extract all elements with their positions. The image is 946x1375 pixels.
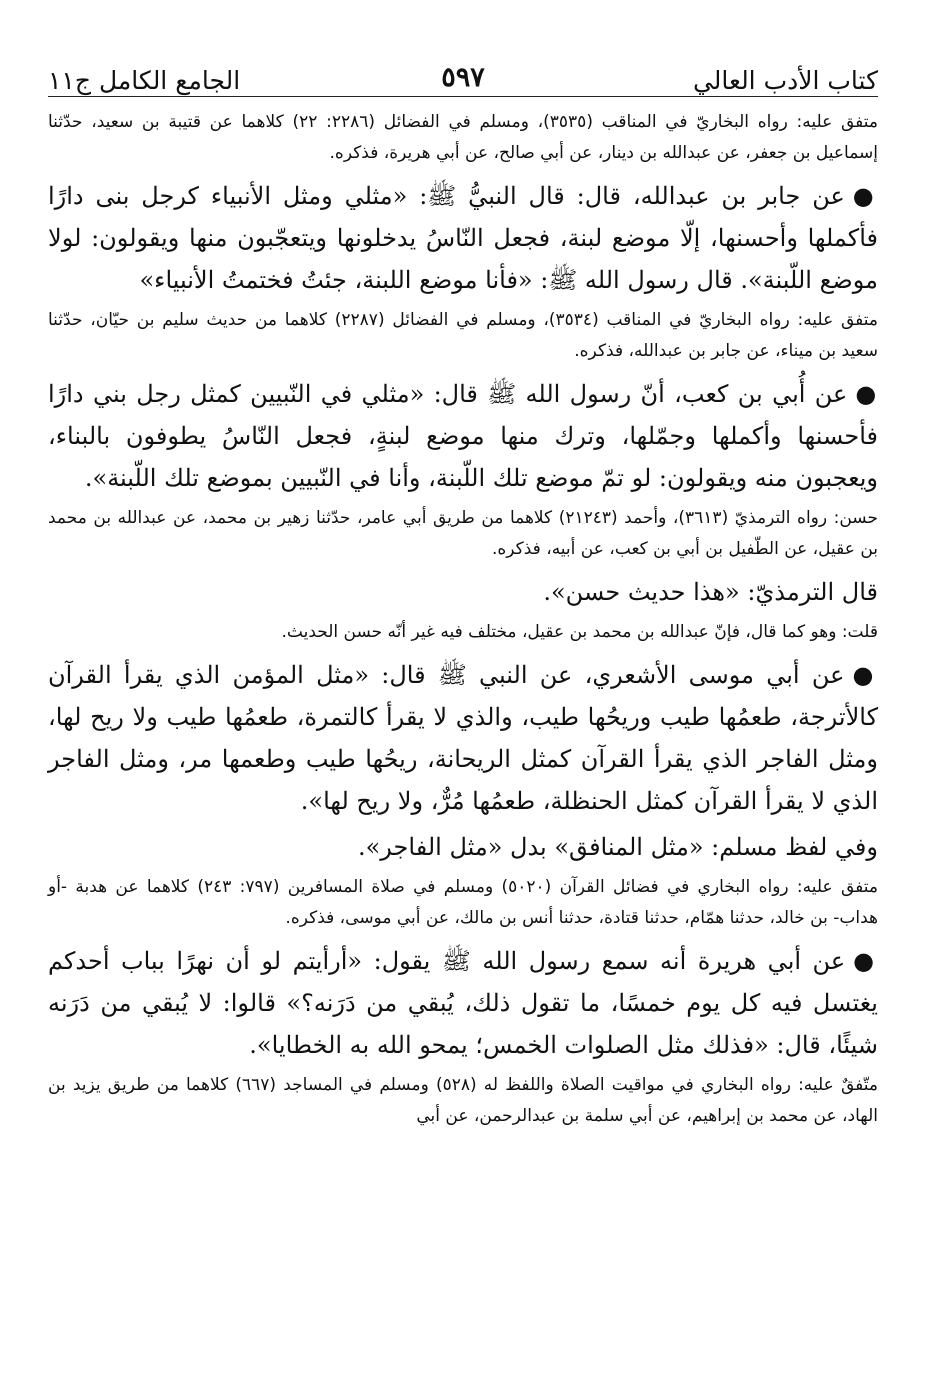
takhrij-note [48, 305, 878, 367]
commentary-paragraph [48, 826, 878, 868]
page-body [48, 107, 878, 1132]
takhrij-note [48, 107, 878, 169]
paragraph-text: متفق عليه: رواه البخاريّ في المناقب (٣٥٣٤)، ومسلم في الفضائل (٢٢٨٧) كلاهما من حديث سليم بن حيّان، حدّثنا سعيد بن ميناء، عن جابر بن عبدالله، فذكره. [48, 310, 878, 361]
bullet-icon: ● [855, 379, 878, 408]
book-page [48, 52, 878, 1138]
paragraph-text: عن أُبي بن كعب، أنّ رسول الله ﷺ قال: «مثلي في النّبيين كمثل رجل بني دارًا فأحسنها وأكملها وجمّلها، وترك منها موضع لبنةٍ، فجعل النّاسُ يطوفون بالبناء، ويعجبون منه ويقولون: لو تمّ موضع تلك اللّبنة، وأنا في النّبيين بموضع تلك اللّبنة». [48, 380, 878, 492]
bullet-icon: ● [852, 181, 878, 210]
paragraph-text: متفق عليه: رواه البخاريّ في المناقب (٣٥٣٥)، ومسلم في الفضائل (٢٢٨٦: ٢٢) كلاهما عن قتيبة بن سعيد، حدّثنا إسماعيل بن جعفر، عن عبدالله بن دينار، عن أبي صالح، عن أبي هريرة، فذكره. [48, 112, 878, 163]
bullet-icon: ● [852, 660, 878, 689]
paragraph-text: قال الترمذيّ: «هذا حديث حسن». [543, 578, 878, 606]
book-title: كتاب الأدب العالي [692, 66, 878, 95]
paragraph-text: عن جابر بن عبدالله، قال: قال النبيُّ ﷺ: «مثلي ومثل الأنبياء كرجل بنى دارًا فأكملها وأحسنها، إلّا موضع لبنة، فجعل النّاسُ يدخلونها ويتعجّبون منها ويقولون: لولا موضع اللّبنة». قال رسول الله ﷺ: «فأنا موضع اللبنة، جئتُ فختمتُ الأنبياء» [48, 182, 879, 294]
hadith-paragraph [48, 940, 878, 1066]
paragraph-text: متفق عليه: رواه البخاري في فضائل القرآن (٥٠٢٠) ومسلم في صلاة المسافرين (٧٩٧: ٢٤٣) كلاهما عن هدبة -أو هداب- بن خالد، حدثنا همّام، حدثنا قتادة، حدثنا أنس بن مالك، عن أبي موسى، فذكره. [48, 877, 878, 928]
hadith-paragraph [48, 373, 878, 499]
volume-title: الجامع الكامل ج١١ [48, 66, 241, 95]
hadith-paragraph [48, 654, 878, 822]
hadith-paragraph [48, 175, 878, 301]
running-header [48, 52, 878, 97]
takhrij-note [48, 1070, 878, 1132]
paragraph-text: قلت: وهو كما قال، فإنّ عبدالله بن محمد بن عقيل، مختلف فيه غير أنّه حسن الحديث. [281, 622, 878, 642]
takhrij-note [48, 872, 878, 934]
paragraph-text: حسن: رواه الترمذيّ (٣٦١٣)، وأحمد (٢١٢٤٣) كلاهما من طريق أبي عامر، حدّثنا زهير بن محمد، عن عبدالله بن محمد بن عقيل، عن الطّفيل بن أبي بن كعب، عن أبيه، فذكره. [48, 508, 878, 559]
takhrij-note [48, 503, 878, 565]
paragraph-text: وفي لفظ مسلم: «مثل المنافق» بدل «مثل الفاجر». [357, 833, 878, 861]
paragraph-text: عن أبي موسى الأشعري، عن النبي ﷺ قال: «مثل المؤمن الذي يقرأ القرآن كالأترجة، طعمُها طيب وريحُها طيب، والذي لا يقرأ كالتمرة، طعمُها طيب ولا ريح لها، ومثل الفاجر الذي يقرأ القرآن كمثل الريحانة، ريحُها طيب وطعمها مر، ومثل الفاجر الذي لا يقرأ القرآن كمثل الحنظلة، طعمُها مُرٌّ، ولا ريح لها». [48, 661, 878, 815]
commentary-paragraph [48, 571, 878, 613]
paragraph-text: عن أبي هريرة أنه سمع رسول الله ﷺ يقول: «أرأيتم لو أن نهرًا بباب أحدكم يغتسل فيه كل يوم خمسًا، ما تقول ذلك، يُبقي من دَرَنه؟» قالوا: لا يُبقي من دَرَنه شيئًا، قال: «فذلك مثل الصلوات الخمس؛ يمحو الله به الخطايا». [48, 947, 878, 1059]
paragraph-text: متّفقٌ عليه: رواه البخاري في مواقيت الصلاة واللفظ له (٥٢٨) ومسلم في المساجد (٦٦٧) كلاهما من طريق يزيد بن الهاد، عن محمد بن إبراهيم، عن أبي سلمة بن عبدالرحمن، عن أبي [48, 1075, 878, 1126]
takhrij-note [48, 617, 878, 648]
bullet-icon: ● [853, 946, 878, 975]
page-number: ٥٩٧ [441, 62, 485, 93]
